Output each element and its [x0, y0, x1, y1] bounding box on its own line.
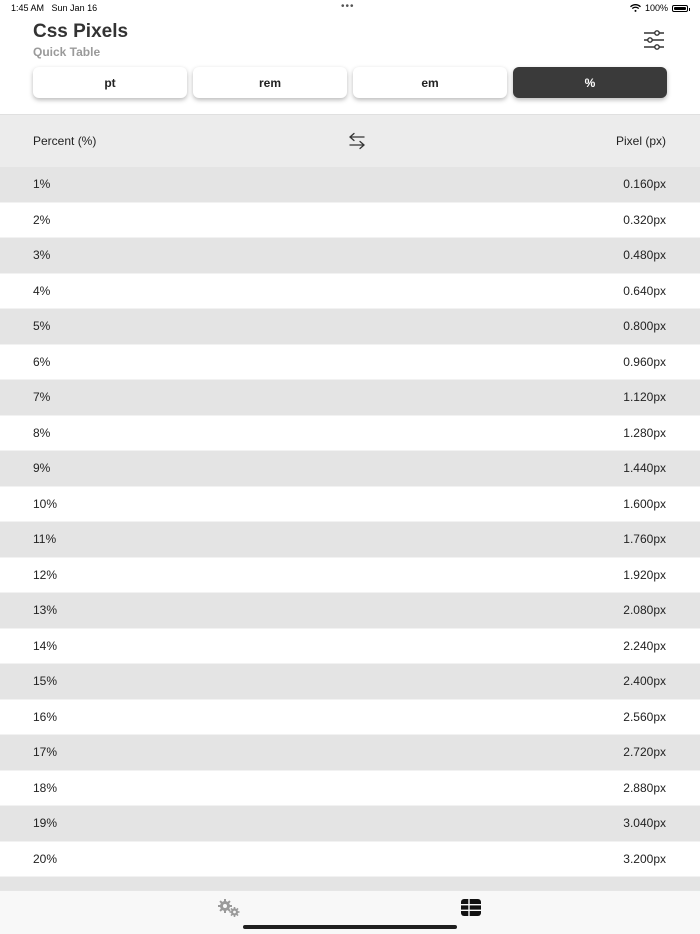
cell-percent: 12%	[33, 567, 58, 582]
table-row	[0, 664, 700, 700]
cell-percent: 2%	[33, 212, 51, 227]
table-row	[0, 629, 700, 665]
cell-pixel: 2.880px	[623, 780, 666, 795]
cell-percent: 14%	[33, 638, 58, 653]
sliders-icon[interactable]	[642, 29, 666, 51]
cell-pixel: 3.040px	[623, 816, 666, 831]
cell-pixel: 0.320px	[623, 212, 666, 227]
cell-percent: 5%	[33, 319, 51, 334]
table-icon[interactable]	[461, 899, 481, 916]
cell-pixel: 1.760px	[623, 532, 666, 547]
cell-percent: 9%	[33, 461, 51, 476]
table-row	[0, 806, 700, 842]
cell-pixel: 1.280px	[623, 425, 666, 440]
table-row	[0, 416, 700, 452]
app-title: Css Pixels	[33, 21, 129, 42]
cell-percent: 1%	[33, 177, 51, 192]
cell-percent: 8%	[33, 425, 51, 440]
cell-pixel: 2.560px	[623, 709, 666, 724]
cell-pixel: 0.960px	[623, 354, 666, 369]
table-row	[0, 451, 700, 487]
table-row	[0, 771, 700, 807]
conversion-table[interactable]	[0, 167, 700, 890]
table-row	[0, 345, 700, 381]
cell-percent: 11%	[33, 532, 57, 547]
status-time: 1:45 AM Sun Jan 16	[11, 3, 98, 13]
table-column-header	[0, 114, 700, 167]
cell-percent: 16%	[33, 709, 58, 724]
segment-em[interactable]: em	[353, 67, 507, 98]
multitasking-dots[interactable]: •••	[341, 1, 355, 12]
table-row	[0, 380, 700, 416]
cell-percent: 6%	[33, 354, 51, 369]
segment-rem[interactable]: rem	[193, 67, 347, 98]
swap-arrows-icon[interactable]	[347, 132, 367, 150]
header	[0, 16, 700, 114]
table-row	[0, 167, 700, 203]
battery-fill	[674, 7, 686, 10]
cell-pixel: 0.640px	[623, 283, 666, 298]
table-row	[0, 522, 700, 558]
battery-icon	[672, 5, 688, 12]
cell-pixel: 1.120px	[623, 390, 666, 405]
column-header-from: Percent (%)	[33, 134, 97, 148]
column-header-to: Pixel (px)	[615, 134, 666, 148]
wifi-icon	[630, 4, 641, 12]
cell-pixel: 2.400px	[623, 674, 666, 689]
cell-percent: 13%	[33, 603, 58, 618]
table-row	[0, 274, 700, 310]
status-bar	[0, 0, 700, 16]
cell-percent: 18%	[33, 780, 58, 795]
table-row	[0, 735, 700, 771]
table-row	[0, 842, 700, 878]
cell-pixel: 0.800px	[623, 319, 666, 334]
cell-percent: 17%	[33, 745, 58, 760]
tab-bar	[0, 890, 700, 934]
cell-pixel: 0.480px	[623, 248, 666, 263]
cell-pixel: 0.160px	[623, 177, 666, 192]
cell-percent: 4%	[33, 283, 51, 298]
cell-percent: 19%	[33, 816, 58, 831]
cell-percent: 3%	[33, 248, 51, 263]
unit-segmented-control	[33, 67, 667, 99]
cell-percent: 10%	[33, 496, 58, 511]
app-subtitle: Quick Table	[33, 45, 101, 59]
table-row	[0, 238, 700, 274]
cell-pixel: 1.440px	[623, 461, 666, 476]
table-row	[0, 487, 700, 523]
table-row	[0, 203, 700, 239]
gears-icon[interactable]	[217, 898, 241, 918]
cell-percent: 15%	[33, 674, 58, 689]
table-row	[0, 877, 700, 890]
cell-pixel: 2.080px	[623, 603, 666, 618]
cell-pixel: 3.200px	[623, 851, 666, 866]
status-date: Sun Jan 16	[51, 3, 98, 13]
table-row	[0, 309, 700, 345]
table-row	[0, 700, 700, 736]
segment-pt[interactable]: pt	[33, 67, 187, 98]
table-row	[0, 593, 700, 629]
cell-percent: 20%	[33, 851, 58, 866]
battery-percent: 100%	[644, 3, 668, 13]
table-row	[0, 558, 700, 594]
cell-pixel: 2.720px	[623, 745, 666, 760]
cell-pixel: 1.600px	[623, 496, 666, 511]
cell-pixel: 2.240px	[623, 638, 666, 653]
cell-pixel: 1.920px	[623, 567, 666, 582]
segment-percent[interactable]: %	[513, 67, 667, 98]
home-indicator[interactable]	[243, 925, 457, 929]
status-right	[630, 3, 688, 13]
cell-percent: 7%	[33, 390, 51, 405]
